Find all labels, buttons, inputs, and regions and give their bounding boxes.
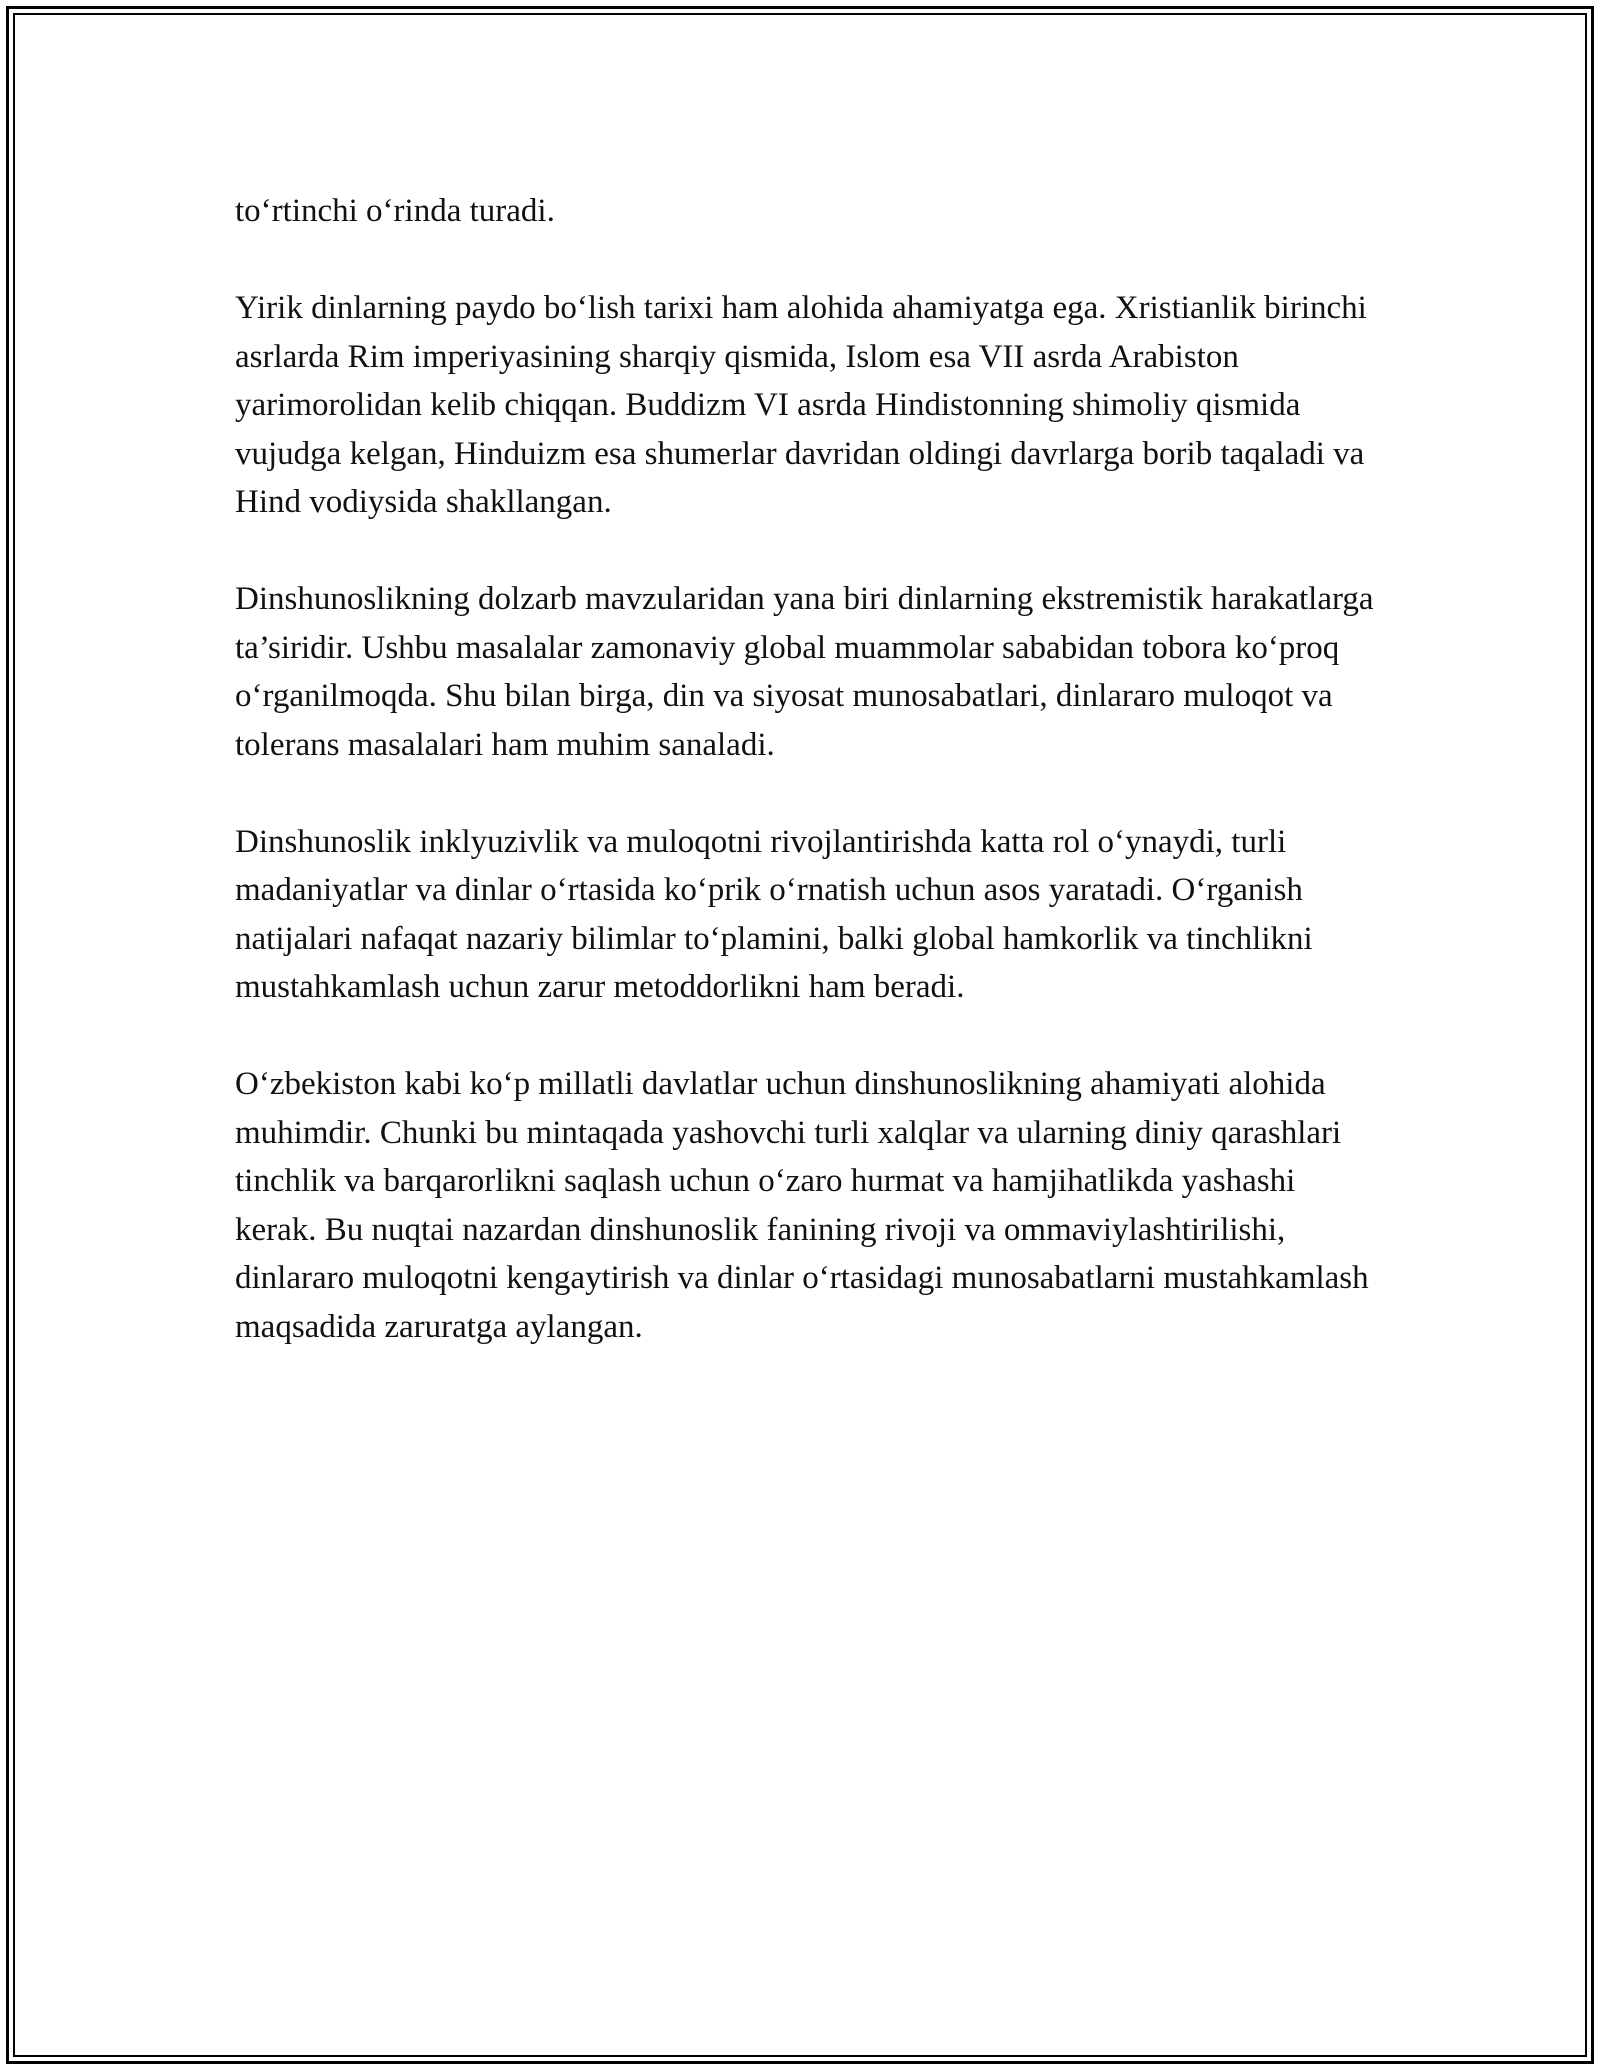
paragraph-5: O‘zbekiston kabi ko‘p millatli davlatlar uchun dinshunoslikning ahamiyati alohida muhimdir. Chunki bu mintaqada yashovchi turli xalqlar va ularning diniy qarashlari tinchlik va barqarorlikni saqlash uchun o‘zaro hurmat va hamjihatlikda yashashi kerak. Bu nuqtai nazardan dinshunoslik fanining rivoji va ommaviylashtirilishi, dinlararo muloqotni kengaytirish va dinlar o‘rtasidagi munosabatlarni mustahkamlash maqsadida zaruratga aylangan. [235,1066,1369,1345]
paragraph-1: to‘rtinchi o‘rinda turadi. [235,193,555,229]
paragraph-2: Yirik dinlarning paydo bo‘lish tarixi ham alohida ahamiyatga ega. Xristianlik birinchi asrlarda Rim imperiyasining sharqiy qismida, Islom esa VII asrda Arabiston yarimorolidan kelib chiqqan. Buddizm VI asrda Hindistonning shimoliy qismida vujudga kelgan, Hinduizm esa shumerlar davridan oldingi davrlarga borib taqaladi va Hind vodiysida shakllangan. [235,290,1367,520]
paragraph-3: Dinshunoslikning dolzarb mavzularidan yana biri dinlarning ekstremistik harakatlarga ta’siridir. Ushbu masalalar zamonaviy global muammolar sababidan tobora ko‘proq o‘rganilmoqda. Shu bilan birga, din va siyosat munosabatlari, dinlararo muloqot va tolerans masalalari ham muhim sanaladi. [235,581,1374,763]
paragraph-4: Dinshunoslik inklyuzivlik va muloqotni rivojlantirishda katta rol o‘ynaydi, turli madaniyatlar va dinlar o‘rtasida ko‘prik o‘rnatish uchun asos yaratadi. O‘rganish natijalari nafaqat nazariy bilimlar to‘plamini, balki global hamkorlik va tinchlikni mustahkamlash uchun zarur metoddorlikni ham beradi. [235,823,1313,1005]
document-body [235,187,1385,1351]
